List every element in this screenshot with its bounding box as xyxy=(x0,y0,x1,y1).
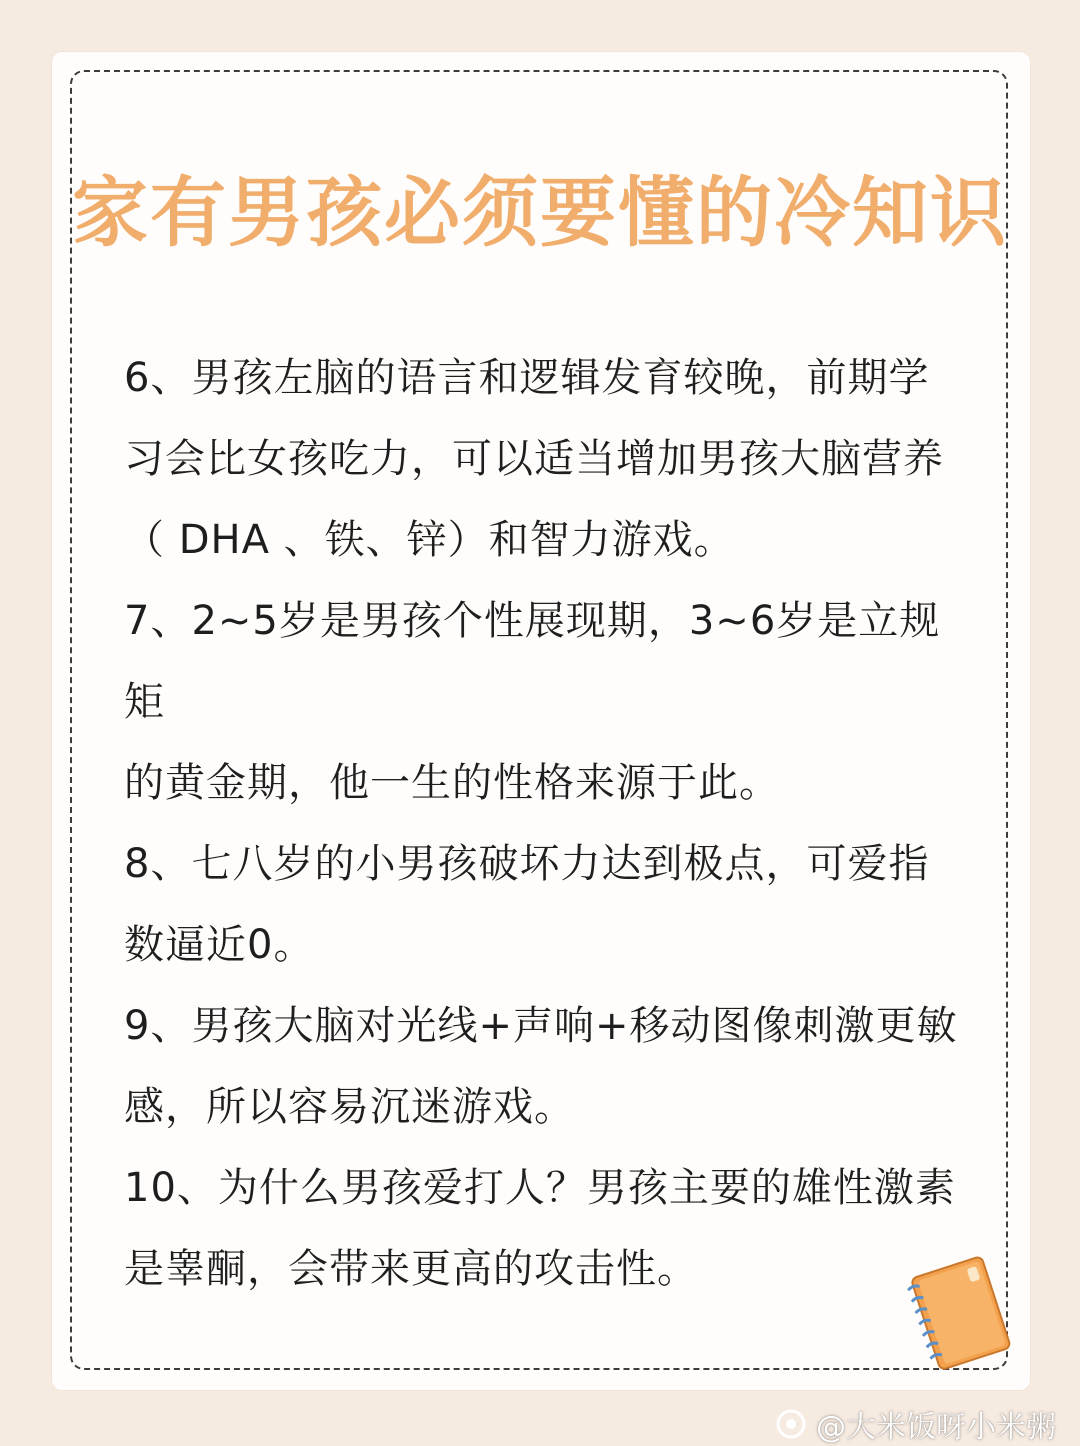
tip-item-10: 10、为什么男孩爱打人？男孩主要的雄性激素 是睾酮，会带来更高的攻击性。 xyxy=(124,1165,956,1292)
platform-logo-icon xyxy=(774,1407,808,1441)
tips-list xyxy=(124,338,964,1310)
tip-item-8: 8、七八岁的小男孩破坏力达到极点，可爱指 数逼近0。 xyxy=(124,841,930,968)
page-title: 家有男孩必须要懂的冷知识 xyxy=(72,168,1008,257)
tip-item-6: 6、男孩左脑的语言和逻辑发育较晚，前期学 习会比女孩吃力，可以适当增加男孩大脑营养 （ DHA 、铁、锌）和智力游戏。 xyxy=(124,355,944,563)
notebook-icon xyxy=(896,1252,1020,1376)
tip-item-9: 9、男孩大脑对光线+声响+移动图像刺激更敏 感，所以容易沉迷游戏。 xyxy=(124,1003,958,1130)
tip-item-7: 7、2~5岁是男孩个性展现期，3~6岁是立规矩 的黄金期，他一生的性格来源于此。 xyxy=(124,598,941,806)
watermark xyxy=(774,1402,1056,1446)
watermark-text: @大米饭呀小米粥 xyxy=(816,1410,1056,1445)
